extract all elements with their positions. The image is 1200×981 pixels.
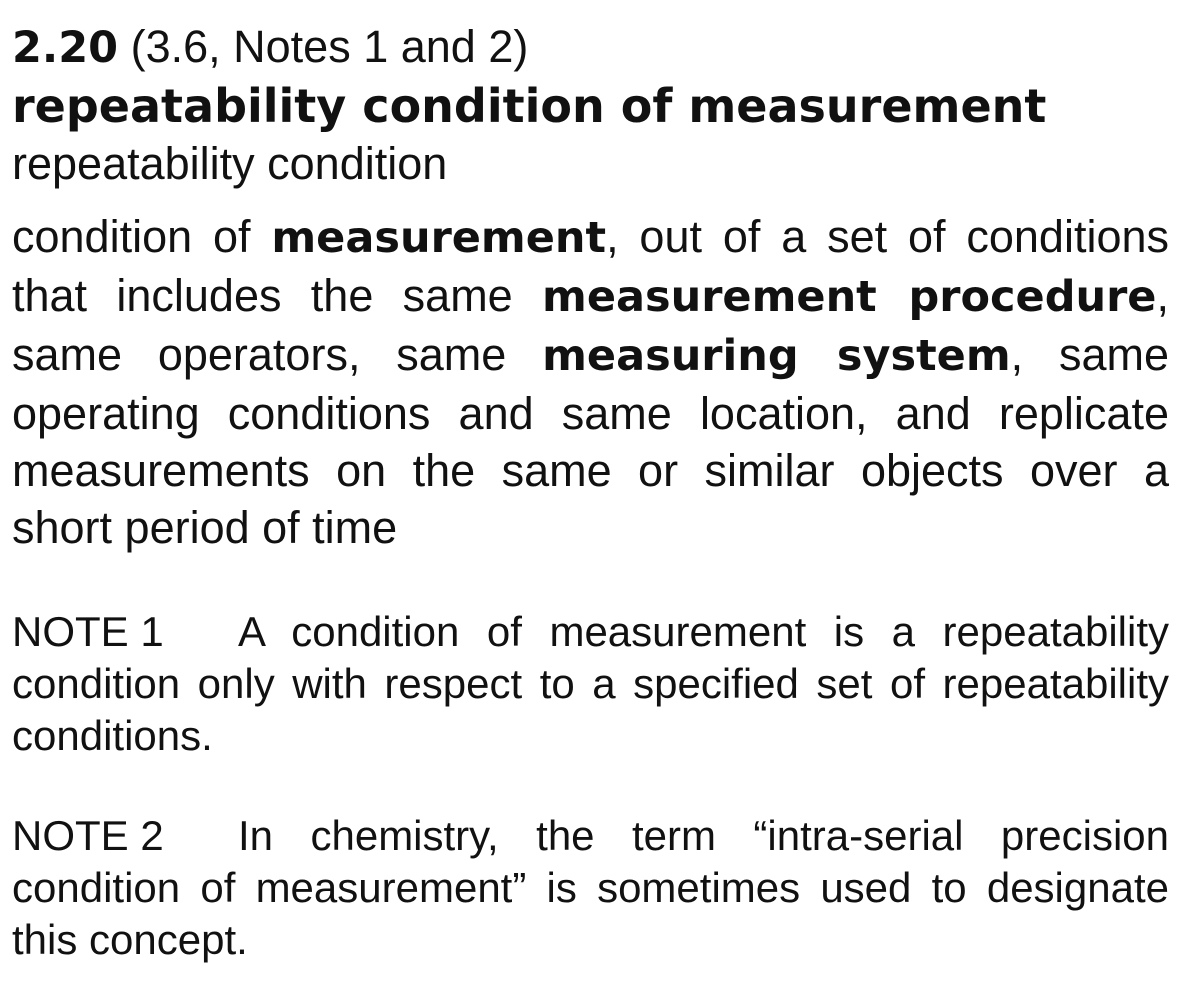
definition-term-ref: measurement procedure [542,272,1157,322]
note-1 [12,606,1169,762]
entry-term: repeatability condition of measurement [12,79,1047,133]
entry-reference: (3.6, Notes 1 and 2) [130,21,529,72]
entry-heading [12,18,1169,77]
note-label: NOTE 1 [12,608,164,655]
glossary-entry [12,0,1169,966]
definition-text: , same operating conditions and same location, and replicate measurements on the same or similar objects over a short period of time [12,329,1170,553]
entry-definition [12,208,1169,556]
definition-text: , same operators, same [12,270,1169,380]
entry-number: 2.20 [12,23,119,73]
note-text: A condition of measurement is a repeatability condition only with respect to a specified set of repeatability conditions. [12,608,1169,759]
definition-text: , out of a set of conditions that includes the same [12,211,1169,321]
note-2 [12,810,1169,966]
entry-synonym: repeatability condition [12,138,448,189]
definition-term-ref: measuring system [542,331,1011,381]
definition-text: condition of [12,211,272,262]
note-label: NOTE 2 [12,812,164,859]
definition-term-ref: measurement [271,213,607,263]
note-text: In chemistry, the term “intra-serial precision condition of measurement” is sometimes used to designate this concept. [12,812,1169,963]
